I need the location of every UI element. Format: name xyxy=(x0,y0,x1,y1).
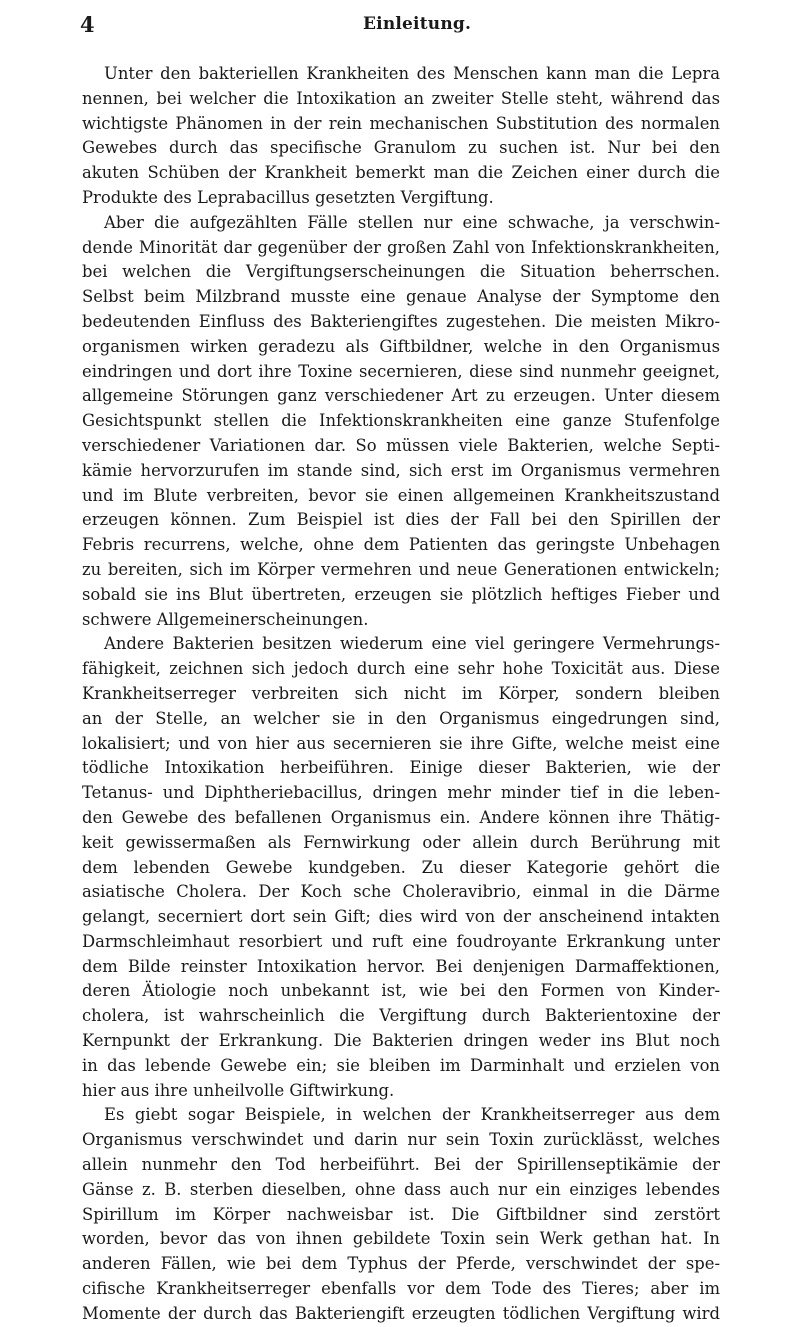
text-line: Spirillum im Körper nachweisbar ist. Die Giftbildner sind zerstört xyxy=(82,1204,720,1224)
text-line: keit gewissermaßen als Fernwirkung oder allein durch Berührung mit xyxy=(82,832,720,852)
text-line: tödliche Intoxikation herbeiführen. Einige dieser Bakterien, wie der xyxy=(82,758,720,778)
text-line: hier aus ihre unheilvolle Giftwirkung. xyxy=(82,1080,395,1100)
text-line: dem Bilde reinster Intoxikation hervor. Bei denjenigen Darmaffektionen, xyxy=(82,956,720,976)
text-line: bedeutenden Einfluss des Bakteriengiftes zugestehen. Die meisten Mikro- xyxy=(82,311,720,331)
text-line: schwere Allgemeinerscheinungen. xyxy=(82,609,369,629)
text-line: sobald sie ins Blut übertreten, erzeugen sie plötzlich heftiges Fieber und xyxy=(82,584,720,604)
text-line: Momente der durch das Bakteriengift erzeugten tödlichen Vergiftung wird xyxy=(82,1303,720,1323)
text-line: nennen, bei welcher die Intoxikation an zweiter Stelle steht, während das xyxy=(82,88,720,108)
text-line: in das lebende Gewebe ein; sie bleiben im Darminhalt und erzielen von xyxy=(82,1055,720,1075)
text-line: Febris recurrens, welche, ohne dem Patienten das geringste Unbehagen xyxy=(82,535,720,555)
text-line: Gesichtspunkt stellen die Infektionskrankheiten eine ganze Stufenfolge xyxy=(82,411,720,431)
text-line: Tetanus- und Diphtheriebacillus, dringen mehr minder tief in die leben- xyxy=(82,783,720,803)
text-line: dende Minorität dar gegenüber der großen Zahl von Infektionskrankheiten, xyxy=(82,237,720,257)
text-line: fähigkeit, zeichnen sich jedoch durch eine sehr hohe Toxicität aus. Diese xyxy=(82,659,720,679)
text-line: an der Stelle, an welcher sie in den Organismus eingedrungen sind, xyxy=(82,708,720,728)
text-line: Es giebt sogar Beispiele, in welchen der Krankheitserreger aus dem xyxy=(104,1105,720,1125)
page-number: 4 xyxy=(80,12,95,37)
text-line: Organismus verschwindet und darin nur sein Toxin zurücklässt, welches xyxy=(82,1130,720,1150)
text-line: Produkte des Leprabacillus gesetzten Vergiftung. xyxy=(82,187,494,207)
text-line: Gänse z. B. sterben dieselben, ohne dass auch nur ein einziges lebendes xyxy=(82,1179,720,1199)
text-line: und im Blute verbreiten, bevor sie einen allgemeinen Krankheitszustand xyxy=(82,485,720,505)
text-line: cifische Krankheitserreger ebenfalls vor dem Tode des Tieres; aber im xyxy=(82,1279,720,1299)
text-line: den Gewebe des befallenen Organismus ein. Andere können ihre Thätig- xyxy=(82,807,720,827)
text-line: anderen Fällen, wie bei dem Typhus der Pferde, verschwindet der spe- xyxy=(82,1254,720,1274)
text-line: asiatische Cholera. Der Koch sche Choleravibrio, einmal in die Därme xyxy=(82,882,720,902)
text-line: akuten Schüben der Krankheit bemerkt man die Zeichen einer durch die xyxy=(82,163,720,183)
text-line: allein nunmehr den Tod herbeiführt. Bei der Spirillenseptikämie der xyxy=(82,1155,720,1175)
text-line: lokalisiert; und von hier aus secernieren sie ihre Gifte, welche meist eine xyxy=(82,733,720,753)
text-line: Kernpunkt der Erkrankung. Die Bakterien dringen weder ins Blut noch xyxy=(82,1031,720,1051)
running-head xyxy=(0,12,800,42)
chapter-title: Einleitung. xyxy=(363,14,472,34)
text-line: Selbst beim Milzbrand musste eine genaue Analyse der Symptome den xyxy=(82,287,720,307)
text-line: Unter den bakteriellen Krankheiten des Menschen kann man die Lepra xyxy=(104,64,720,83)
text-line: eindringen und dort ihre Toxine secernieren, diese sind nunmehr geeignet, xyxy=(82,361,720,381)
text-line: allgemeine Störungen ganz verschiedener Art zu erzeugen. Unter diesem xyxy=(82,386,720,406)
text-line: worden, bevor das von ihnen gebildete Toxin sein Werk gethan hat. In xyxy=(82,1229,720,1249)
text-line: wichtigste Phänomen in der rein mechanischen Substitution des normalen xyxy=(82,113,720,133)
text-line: Aber die aufgezählten Fälle stellen nur eine schwache, ja verschwin- xyxy=(104,212,720,232)
text-line: organismen wirken geradezu als Giftbildner, welche in den Organismus xyxy=(82,336,720,356)
body-text xyxy=(82,62,720,1327)
text-line: Andere Bakterien besitzen wiederum eine viel geringere Vermehrungs- xyxy=(104,634,720,654)
text-line: bei welchen die Vergiftungserscheinungen die Situation beherrschen. xyxy=(82,262,720,282)
text-line: deren Ätiologie noch unbekannt ist, wie bei den Formen von Kinder- xyxy=(82,981,720,1001)
text-line: verschiedener Variationen dar. So müssen viele Bakterien, welche Septi- xyxy=(82,435,720,455)
text-line: dem lebenden Gewebe kundgeben. Zu dieser Kategorie gehört die xyxy=(82,857,720,877)
text-line: cholera, ist wahrscheinlich die Vergiftung durch Bakterientoxine der xyxy=(82,1006,720,1026)
text-line: gelangt, secerniert dort sein Gift; dies wird von der anscheinend intakten xyxy=(82,907,720,927)
text-line: kämie hervorzurufen im stande sind, sich erst im Organismus vermehren xyxy=(82,460,720,480)
text-line: Darmschleimhaut resorbiert und ruft eine foudroyante Erkrankung unter xyxy=(82,931,720,951)
text-line: zu bereiten, sich im Körper vermehren und neue Generationen entwickeln; xyxy=(82,559,720,579)
text-line: erzeugen können. Zum Beispiel ist dies der Fall bei den Spirillen der xyxy=(82,510,720,530)
text-line: Gewebes durch das specifische Granulom zu suchen ist. Nur bei den xyxy=(82,138,720,158)
text-line: Krankheitserreger verbreiten sich nicht im Körper, sondern bleiben xyxy=(82,683,720,703)
